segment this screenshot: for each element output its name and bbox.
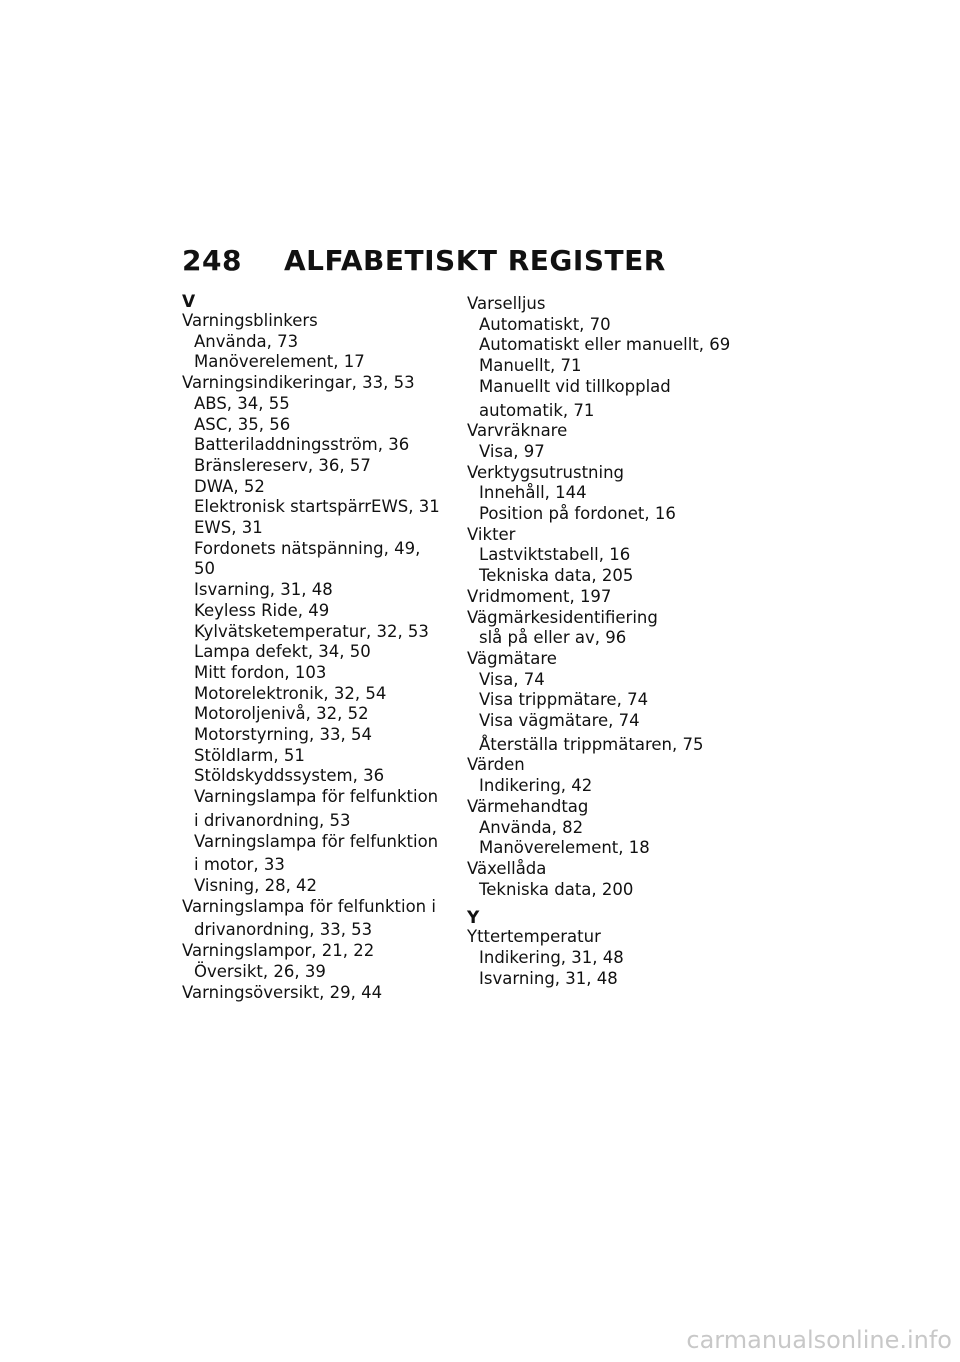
index-entry: Yttertemperatur xyxy=(467,927,601,947)
index-subentry: Position på fordonet, 16 xyxy=(479,504,676,524)
index-entry: Varningslampa för felfunktion i xyxy=(182,896,436,916)
index-subentry: DWA, 52 xyxy=(194,476,265,496)
index-subentry: Mitt fordon, 103 xyxy=(194,662,327,682)
index-subentry: Indikering, 31, 48 xyxy=(479,948,624,968)
index-subentry: Tekniska data, 205 xyxy=(479,566,634,586)
index-subentry: Isvarning, 31, 48 xyxy=(194,580,333,600)
page-number: 248 xyxy=(182,244,242,277)
index-subentry: ASC, 35, 56 xyxy=(194,414,291,434)
index-letter-heading: Y xyxy=(467,908,480,929)
index-subentry: Manuellt vid tillkopplad xyxy=(479,376,671,396)
index-entry: Vägmätare xyxy=(467,648,557,668)
index-subentry: Isvarning, 31, 48 xyxy=(479,968,618,988)
index-subentry: Stöldlarm, 51 xyxy=(194,745,305,765)
index-subentry: Keyless Ride, 49 xyxy=(194,600,330,620)
index-column-right xyxy=(467,294,767,990)
index-subentry: Fordonets nätspänning, 49, xyxy=(194,538,421,558)
index-subentry: Batteriladdningsström, 36 xyxy=(194,435,410,455)
index-subentry: Automatiskt, 70 xyxy=(479,314,611,334)
index-column-left xyxy=(182,294,460,1003)
index-subentry: Visa vägmätare, 74 xyxy=(479,711,640,731)
index-subentry: Indikering, 42 xyxy=(479,776,593,796)
index-letter-heading: V xyxy=(182,292,196,312)
index-subentry: Elektronisk startspärrEWS, 31 xyxy=(194,497,440,517)
index-entry: Varselljus xyxy=(467,294,546,313)
index-entry: Varningsblinkers xyxy=(182,311,318,330)
index-subentry: Manuellt, 71 xyxy=(479,356,582,376)
index-entry: Vägmärkesidentifiering xyxy=(467,607,658,627)
index-subentry: Manöverelement, 17 xyxy=(194,352,365,372)
index-subentry: Automatiskt eller manuellt, 69 xyxy=(479,335,731,355)
index-subentry: Motoroljenivå, 32, 52 xyxy=(194,704,369,724)
index-subentry: Manöverelement, 18 xyxy=(479,838,650,858)
index-entry: Varningsöversikt, 29, 44 xyxy=(182,982,383,1002)
index-subentry: Motorstyrning, 33, 54 xyxy=(194,725,372,745)
index-subentry-continuation: automatik, 71 xyxy=(479,400,595,420)
page-header xyxy=(182,244,666,278)
index-subentry: Varningslampa för felfunktion xyxy=(194,831,439,851)
index-subentry: Motorelektronik, 32, 54 xyxy=(194,683,387,703)
index-subentry: Lastviktstabell, 16 xyxy=(479,545,631,565)
index-subentry: Innehåll, 144 xyxy=(479,483,587,503)
index-subentry: Visa, 97 xyxy=(479,441,545,461)
index-entry: Värmehandtag xyxy=(467,796,589,816)
index-entry: Vikter xyxy=(467,524,516,544)
index-entry: Verktygsutrustning xyxy=(467,462,625,482)
index-subentry: Använda, 73 xyxy=(194,331,299,351)
index-subentry: Tekniska data, 200 xyxy=(479,879,634,899)
index-subentry: slå på eller av, 96 xyxy=(479,628,627,648)
index-entry: Varvräknare xyxy=(467,421,568,441)
index-entry: Vridmoment, 197 xyxy=(467,586,612,606)
index-subentry: Bränslereserv, 36, 57 xyxy=(194,455,371,475)
index-entry: Varningsindikeringar, 33, 53 xyxy=(182,373,415,393)
index-subentry: Visning, 28, 42 xyxy=(194,875,318,895)
index-subentry-continuation: 50 xyxy=(194,559,215,579)
index-subentry: ABS, 34, 55 xyxy=(194,393,290,413)
index-entry-continuation: drivanordning, 33, 53 xyxy=(194,920,373,940)
index-subentry: EWS, 31 xyxy=(194,518,263,538)
index-subentry: Översikt, 26, 39 xyxy=(194,961,326,981)
index-subentry-continuation: i drivanordning, 53 xyxy=(194,810,351,830)
index-subentry: Använda, 82 xyxy=(479,817,584,837)
index-entry: Värden xyxy=(467,755,525,775)
index-subentry: Återställa trippmätaren, 75 xyxy=(479,734,704,754)
index-subentry-continuation: i motor, 33 xyxy=(194,855,285,875)
index-subentry: Varningslampa för felfunktion xyxy=(194,787,439,807)
watermark-text: carmanualsonline.info xyxy=(686,1326,952,1354)
page-title: ALFABETISKT REGISTER xyxy=(283,244,666,277)
index-entry: Växellåda xyxy=(467,858,547,878)
index-subentry: Lampa defekt, 34, 50 xyxy=(194,642,371,662)
index-subentry: Kylvätsketemperatur, 32, 53 xyxy=(194,621,429,641)
index-subentry: Stöldskyddssystem, 36 xyxy=(194,766,385,786)
index-subentry: Visa trippmätare, 74 xyxy=(479,690,649,710)
index-subentry: Visa, 74 xyxy=(479,669,545,689)
index-entry: Varningslampor, 21, 22 xyxy=(182,941,375,961)
